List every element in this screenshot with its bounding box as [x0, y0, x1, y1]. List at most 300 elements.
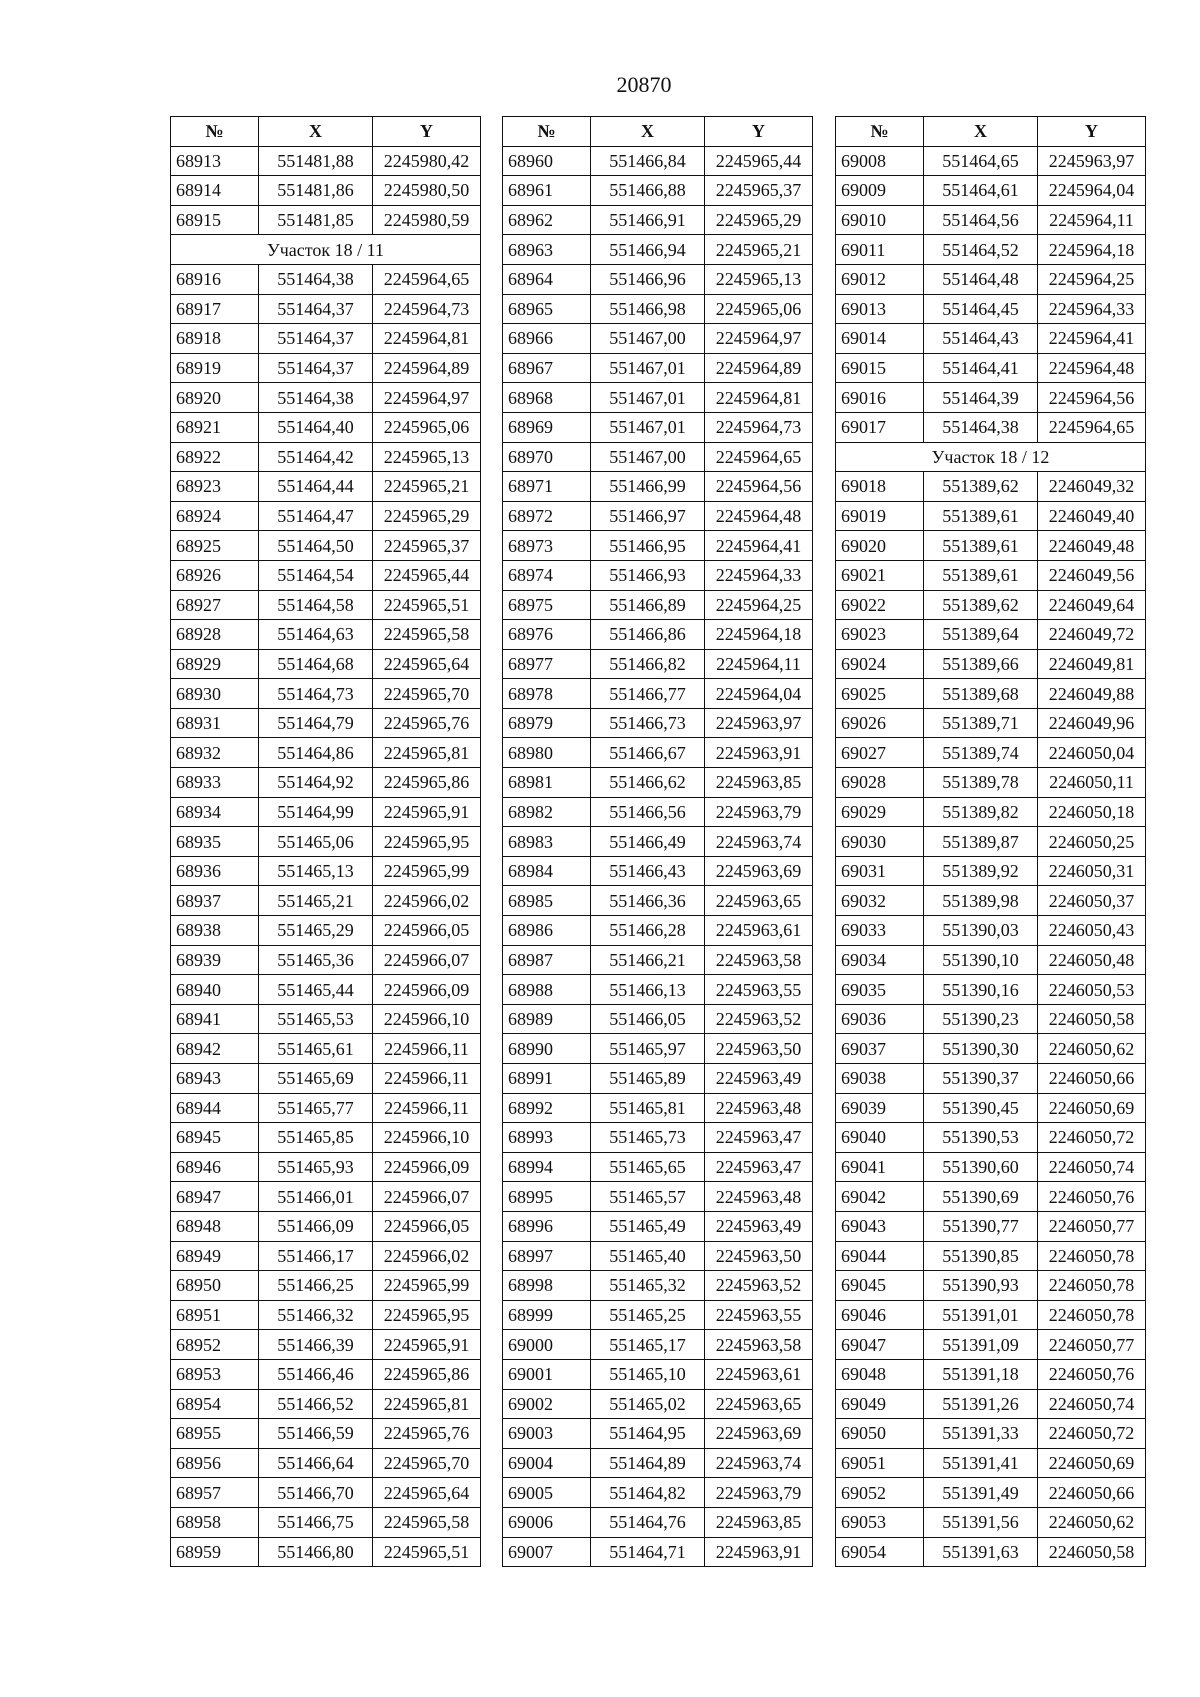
y-coordinate: 2245964,04 — [1038, 176, 1146, 206]
point-number: 68938 — [171, 916, 259, 946]
table-row — [171, 1182, 481, 1212]
table-row — [836, 353, 1146, 383]
y-coordinate: 2246050,77 — [1038, 1211, 1146, 1241]
point-number: 68983 — [503, 827, 591, 857]
x-coordinate: 551464,56 — [924, 205, 1038, 235]
point-number: 68979 — [503, 708, 591, 738]
x-coordinate: 551464,47 — [259, 501, 373, 531]
point-number: 68921 — [171, 412, 259, 442]
table-row — [171, 975, 481, 1005]
point-number: 69054 — [836, 1537, 924, 1567]
y-coordinate: 2245963,65 — [705, 1389, 813, 1419]
table-row — [836, 235, 1146, 265]
table-row — [171, 1211, 481, 1241]
x-coordinate: 551391,63 — [924, 1537, 1038, 1567]
table-row — [836, 1211, 1146, 1241]
table-row — [836, 1507, 1146, 1537]
y-coordinate: 2245964,65 — [705, 442, 813, 472]
x-coordinate: 551464,40 — [259, 412, 373, 442]
point-number: 69048 — [836, 1359, 924, 1389]
y-coordinate: 2245964,97 — [705, 324, 813, 354]
table-row — [503, 1123, 813, 1153]
table-row — [836, 856, 1146, 886]
y-coordinate: 2245964,48 — [705, 501, 813, 531]
point-number: 68949 — [171, 1241, 259, 1271]
x-coordinate: 551466,75 — [259, 1507, 373, 1537]
y-coordinate: 2245964,81 — [373, 324, 481, 354]
table-row — [836, 975, 1146, 1005]
table-row — [503, 1419, 813, 1449]
table-row — [171, 501, 481, 531]
y-coordinate: 2245963,55 — [705, 975, 813, 1005]
y-coordinate: 2246049,56 — [1038, 560, 1146, 590]
point-number: 68928 — [171, 620, 259, 650]
point-number: 68944 — [171, 1093, 259, 1123]
y-coordinate: 2246050,77 — [1038, 1330, 1146, 1360]
y-coordinate: 2245964,56 — [1038, 383, 1146, 413]
y-coordinate: 2245965,70 — [373, 679, 481, 709]
table-row — [503, 1211, 813, 1241]
table-row — [171, 146, 481, 176]
x-coordinate: 551464,58 — [259, 590, 373, 620]
table-row — [836, 1241, 1146, 1271]
x-coordinate: 551465,29 — [259, 916, 373, 946]
point-number: 68981 — [503, 768, 591, 798]
point-number: 68935 — [171, 827, 259, 857]
point-number: 68967 — [503, 353, 591, 383]
point-number: 68942 — [171, 1034, 259, 1064]
x-coordinate: 551464,38 — [259, 264, 373, 294]
x-coordinate: 551466,94 — [591, 235, 705, 265]
point-number: 69001 — [503, 1359, 591, 1389]
table-row — [171, 383, 481, 413]
x-coordinate: 551464,82 — [591, 1478, 705, 1508]
x-coordinate: 551390,85 — [924, 1241, 1038, 1271]
x-coordinate: 551466,95 — [591, 531, 705, 561]
point-number: 68923 — [171, 472, 259, 502]
table-row — [503, 1093, 813, 1123]
x-coordinate: 551466,80 — [259, 1537, 373, 1567]
point-number: 68952 — [171, 1330, 259, 1360]
y-coordinate: 2246049,88 — [1038, 679, 1146, 709]
table-row — [171, 205, 481, 235]
x-coordinate: 551464,42 — [259, 442, 373, 472]
table-row — [171, 1152, 481, 1182]
table-row — [503, 1004, 813, 1034]
point-number: 69008 — [836, 146, 924, 176]
table-row — [171, 708, 481, 738]
table-header-row — [836, 117, 1146, 147]
x-coordinate: 551465,21 — [259, 886, 373, 916]
y-coordinate: 2245963,74 — [705, 1448, 813, 1478]
point-number: 68917 — [171, 294, 259, 324]
y-coordinate: 2245965,91 — [373, 797, 481, 827]
point-number: 68995 — [503, 1182, 591, 1212]
point-number: 68964 — [503, 264, 591, 294]
point-number: 69023 — [836, 620, 924, 650]
table-row — [503, 324, 813, 354]
header-x: X — [259, 117, 373, 147]
y-coordinate: 2246050,43 — [1038, 916, 1146, 946]
y-coordinate: 2245966,09 — [373, 1152, 481, 1182]
point-number: 68965 — [503, 294, 591, 324]
y-coordinate: 2245966,02 — [373, 1241, 481, 1271]
point-number: 68982 — [503, 797, 591, 827]
table-row — [171, 590, 481, 620]
point-number: 69028 — [836, 768, 924, 798]
table-row — [503, 1271, 813, 1301]
table-row — [836, 1330, 1146, 1360]
y-coordinate: 2245965,58 — [373, 1507, 481, 1537]
x-coordinate: 551391,01 — [924, 1300, 1038, 1330]
x-coordinate: 551464,68 — [259, 649, 373, 679]
point-number: 68962 — [503, 205, 591, 235]
y-coordinate: 2245963,52 — [705, 1004, 813, 1034]
point-number: 68915 — [171, 205, 259, 235]
table-row — [171, 1359, 481, 1389]
x-coordinate: 551390,37 — [924, 1064, 1038, 1094]
table-row — [836, 738, 1146, 768]
y-coordinate: 2245964,11 — [1038, 205, 1146, 235]
x-coordinate: 551391,09 — [924, 1330, 1038, 1360]
point-number: 69044 — [836, 1241, 924, 1271]
table-row — [836, 1064, 1146, 1094]
table-row — [503, 176, 813, 206]
point-number: 68947 — [171, 1182, 259, 1212]
table-row — [171, 856, 481, 886]
table-row — [503, 1330, 813, 1360]
y-coordinate: 2245966,05 — [373, 916, 481, 946]
y-coordinate: 2246050,72 — [1038, 1123, 1146, 1153]
point-number: 68992 — [503, 1093, 591, 1123]
point-number: 68943 — [171, 1064, 259, 1094]
y-coordinate: 2246049,40 — [1038, 501, 1146, 531]
x-coordinate: 551464,92 — [259, 768, 373, 798]
table-row — [836, 383, 1146, 413]
page-number: 20870 — [616, 72, 672, 97]
point-number: 68939 — [171, 945, 259, 975]
table-row — [171, 1537, 481, 1567]
header-y: Y — [373, 117, 481, 147]
point-number: 69011 — [836, 235, 924, 265]
y-coordinate: 2245964,41 — [1038, 324, 1146, 354]
x-coordinate: 551464,63 — [259, 620, 373, 650]
x-coordinate: 551467,00 — [591, 324, 705, 354]
header-number: № — [836, 117, 924, 147]
table-row — [503, 1359, 813, 1389]
y-coordinate: 2245966,10 — [373, 1123, 481, 1153]
y-coordinate: 2245963,50 — [705, 1241, 813, 1271]
section-row — [836, 442, 1146, 472]
point-number: 69006 — [503, 1507, 591, 1537]
x-coordinate: 551464,79 — [259, 708, 373, 738]
table-row — [171, 324, 481, 354]
table-row — [503, 827, 813, 857]
y-coordinate: 2245965,21 — [705, 235, 813, 265]
point-number: 69002 — [503, 1389, 591, 1419]
y-coordinate: 2245966,02 — [373, 886, 481, 916]
point-number: 68924 — [171, 501, 259, 531]
x-coordinate: 551466,39 — [259, 1330, 373, 1360]
point-number: 68933 — [171, 768, 259, 798]
point-number: 68953 — [171, 1359, 259, 1389]
point-number: 68958 — [171, 1507, 259, 1537]
table-row — [836, 531, 1146, 561]
x-coordinate: 551465,89 — [591, 1064, 705, 1094]
table-row — [836, 1448, 1146, 1478]
x-coordinate: 551467,01 — [591, 383, 705, 413]
x-coordinate: 551390,30 — [924, 1034, 1038, 1064]
table-row — [836, 679, 1146, 709]
point-number: 69013 — [836, 294, 924, 324]
x-coordinate: 551466,93 — [591, 560, 705, 590]
y-coordinate: 2245965,37 — [373, 531, 481, 561]
section-label: Участок 18 / 12 — [836, 442, 1146, 472]
table-row — [503, 620, 813, 650]
x-coordinate: 551389,98 — [924, 886, 1038, 916]
table-row — [503, 235, 813, 265]
y-coordinate: 2245980,59 — [373, 205, 481, 235]
point-number: 68974 — [503, 560, 591, 590]
y-coordinate: 2245964,33 — [705, 560, 813, 590]
x-coordinate: 551391,56 — [924, 1507, 1038, 1537]
y-coordinate: 2245964,18 — [1038, 235, 1146, 265]
y-coordinate: 2245963,55 — [705, 1300, 813, 1330]
table-row — [503, 975, 813, 1005]
x-coordinate: 551466,46 — [259, 1359, 373, 1389]
y-coordinate: 2245964,41 — [705, 531, 813, 561]
table-row — [836, 146, 1146, 176]
y-coordinate: 2245963,97 — [1038, 146, 1146, 176]
x-coordinate: 551466,82 — [591, 649, 705, 679]
table-row — [171, 560, 481, 590]
table-row — [503, 886, 813, 916]
point-number: 69051 — [836, 1448, 924, 1478]
table-row — [503, 1034, 813, 1064]
x-coordinate: 551465,85 — [259, 1123, 373, 1153]
table-row — [171, 886, 481, 916]
y-coordinate: 2245964,56 — [705, 472, 813, 502]
x-coordinate: 551466,28 — [591, 916, 705, 946]
point-number: 68997 — [503, 1241, 591, 1271]
point-number: 68940 — [171, 975, 259, 1005]
point-number: 68956 — [171, 1448, 259, 1478]
table-row — [171, 620, 481, 650]
x-coordinate: 551466,64 — [259, 1448, 373, 1478]
x-coordinate: 551464,61 — [924, 176, 1038, 206]
y-coordinate: 2245966,11 — [373, 1064, 481, 1094]
x-coordinate: 551464,86 — [259, 738, 373, 768]
point-number: 69016 — [836, 383, 924, 413]
point-number: 68980 — [503, 738, 591, 768]
table-row — [171, 916, 481, 946]
point-number: 68913 — [171, 146, 259, 176]
x-coordinate: 551465,44 — [259, 975, 373, 1005]
table-row — [503, 1152, 813, 1182]
y-coordinate: 2245963,97 — [705, 708, 813, 738]
y-coordinate: 2246050,76 — [1038, 1359, 1146, 1389]
x-coordinate: 551391,41 — [924, 1448, 1038, 1478]
y-coordinate: 2246050,58 — [1038, 1004, 1146, 1034]
x-coordinate: 551464,37 — [259, 324, 373, 354]
y-coordinate: 2246049,96 — [1038, 708, 1146, 738]
y-coordinate: 2245966,11 — [373, 1093, 481, 1123]
y-coordinate: 2245966,11 — [373, 1034, 481, 1064]
point-number: 69040 — [836, 1123, 924, 1153]
y-coordinate: 2245965,13 — [373, 442, 481, 472]
table-row — [171, 1123, 481, 1153]
table-row — [503, 1448, 813, 1478]
point-number: 68957 — [171, 1478, 259, 1508]
point-number: 69004 — [503, 1448, 591, 1478]
point-number: 69019 — [836, 501, 924, 531]
point-number: 69031 — [836, 856, 924, 886]
x-coordinate: 551466,05 — [591, 1004, 705, 1034]
point-number: 68985 — [503, 886, 591, 916]
y-coordinate: 2246049,32 — [1038, 472, 1146, 502]
x-coordinate: 551465,40 — [591, 1241, 705, 1271]
y-coordinate: 2245980,42 — [373, 146, 481, 176]
x-coordinate: 551466,99 — [591, 472, 705, 502]
table-row — [836, 1419, 1146, 1449]
table-row — [171, 768, 481, 798]
point-number: 69038 — [836, 1064, 924, 1094]
table-row — [171, 353, 481, 383]
x-coordinate: 551464,99 — [259, 797, 373, 827]
x-coordinate: 551481,88 — [259, 146, 373, 176]
point-number: 68994 — [503, 1152, 591, 1182]
table-row — [836, 1182, 1146, 1212]
point-number: 68927 — [171, 590, 259, 620]
table-row — [171, 472, 481, 502]
x-coordinate: 551465,65 — [591, 1152, 705, 1182]
table-row — [171, 738, 481, 768]
y-coordinate: 2245963,74 — [705, 827, 813, 857]
y-coordinate: 2245965,37 — [705, 176, 813, 206]
y-coordinate: 2246050,72 — [1038, 1419, 1146, 1449]
table-header-row — [171, 117, 481, 147]
point-number: 68946 — [171, 1152, 259, 1182]
coordinates-table-3 — [835, 116, 1146, 1567]
point-number: 68918 — [171, 324, 259, 354]
point-number: 68922 — [171, 442, 259, 472]
point-number: 68925 — [171, 531, 259, 561]
table-row — [503, 679, 813, 709]
table-row — [171, 1300, 481, 1330]
coordinates-table-2 — [502, 116, 813, 1567]
point-number: 68934 — [171, 797, 259, 827]
y-coordinate: 2245963,61 — [705, 1359, 813, 1389]
x-coordinate: 551466,56 — [591, 797, 705, 827]
table-row — [836, 886, 1146, 916]
x-coordinate: 551481,85 — [259, 205, 373, 235]
x-coordinate: 551466,97 — [591, 501, 705, 531]
table-row — [171, 1064, 481, 1094]
x-coordinate: 551466,89 — [591, 590, 705, 620]
point-number: 68919 — [171, 353, 259, 383]
table-row — [503, 294, 813, 324]
table-row — [836, 620, 1146, 650]
y-coordinate: 2245963,85 — [705, 1507, 813, 1537]
y-coordinate: 2245965,64 — [373, 1478, 481, 1508]
table-row — [836, 797, 1146, 827]
table-row — [836, 1152, 1146, 1182]
point-number: 68963 — [503, 235, 591, 265]
table-row — [503, 205, 813, 235]
y-coordinate: 2246049,48 — [1038, 531, 1146, 561]
point-number: 68984 — [503, 856, 591, 886]
point-number: 68976 — [503, 620, 591, 650]
y-coordinate: 2245966,05 — [373, 1211, 481, 1241]
table-row — [836, 1537, 1146, 1567]
x-coordinate: 551465,17 — [591, 1330, 705, 1360]
x-coordinate: 551466,17 — [259, 1241, 373, 1271]
x-coordinate: 551389,64 — [924, 620, 1038, 650]
x-coordinate: 551465,81 — [591, 1093, 705, 1123]
table-row — [503, 1537, 813, 1567]
x-coordinate: 551466,59 — [259, 1419, 373, 1449]
table-row — [503, 738, 813, 768]
x-coordinate: 551390,69 — [924, 1182, 1038, 1212]
x-coordinate: 551390,77 — [924, 1211, 1038, 1241]
table-row — [503, 856, 813, 886]
point-number: 68987 — [503, 945, 591, 975]
table-row — [836, 501, 1146, 531]
y-coordinate: 2246050,78 — [1038, 1300, 1146, 1330]
point-number: 69034 — [836, 945, 924, 975]
y-coordinate: 2245965,76 — [373, 708, 481, 738]
table-row — [836, 590, 1146, 620]
x-coordinate: 551466,84 — [591, 146, 705, 176]
x-coordinate: 551389,62 — [924, 590, 1038, 620]
x-coordinate: 551391,26 — [924, 1389, 1038, 1419]
point-number: 69039 — [836, 1093, 924, 1123]
y-coordinate: 2245965,86 — [373, 768, 481, 798]
x-coordinate: 551464,43 — [924, 324, 1038, 354]
x-coordinate: 551391,49 — [924, 1478, 1038, 1508]
table-row — [171, 412, 481, 442]
point-number: 68989 — [503, 1004, 591, 1034]
y-coordinate: 2246050,62 — [1038, 1034, 1146, 1064]
table-row — [836, 1004, 1146, 1034]
x-coordinate: 551464,45 — [924, 294, 1038, 324]
x-coordinate: 551464,44 — [259, 472, 373, 502]
y-coordinate: 2245963,48 — [705, 1182, 813, 1212]
x-coordinate: 551389,61 — [924, 560, 1038, 590]
y-coordinate: 2245965,70 — [373, 1448, 481, 1478]
x-coordinate: 551467,00 — [591, 442, 705, 472]
y-coordinate: 2245963,47 — [705, 1152, 813, 1182]
x-coordinate: 551466,88 — [591, 176, 705, 206]
table-row — [171, 531, 481, 561]
x-coordinate: 551466,25 — [259, 1271, 373, 1301]
y-coordinate: 2245964,04 — [705, 679, 813, 709]
table-row — [836, 1271, 1146, 1301]
y-coordinate: 2245965,13 — [705, 264, 813, 294]
x-coordinate: 551467,01 — [591, 412, 705, 442]
point-number: 69026 — [836, 708, 924, 738]
y-coordinate: 2245963,85 — [705, 768, 813, 798]
point-number: 68986 — [503, 916, 591, 946]
table-row — [503, 501, 813, 531]
point-number: 69012 — [836, 264, 924, 294]
point-number: 68975 — [503, 590, 591, 620]
point-number: 68914 — [171, 176, 259, 206]
table-row — [503, 472, 813, 502]
y-coordinate: 2245964,25 — [705, 590, 813, 620]
x-coordinate: 551390,10 — [924, 945, 1038, 975]
y-coordinate: 2245965,81 — [373, 1389, 481, 1419]
